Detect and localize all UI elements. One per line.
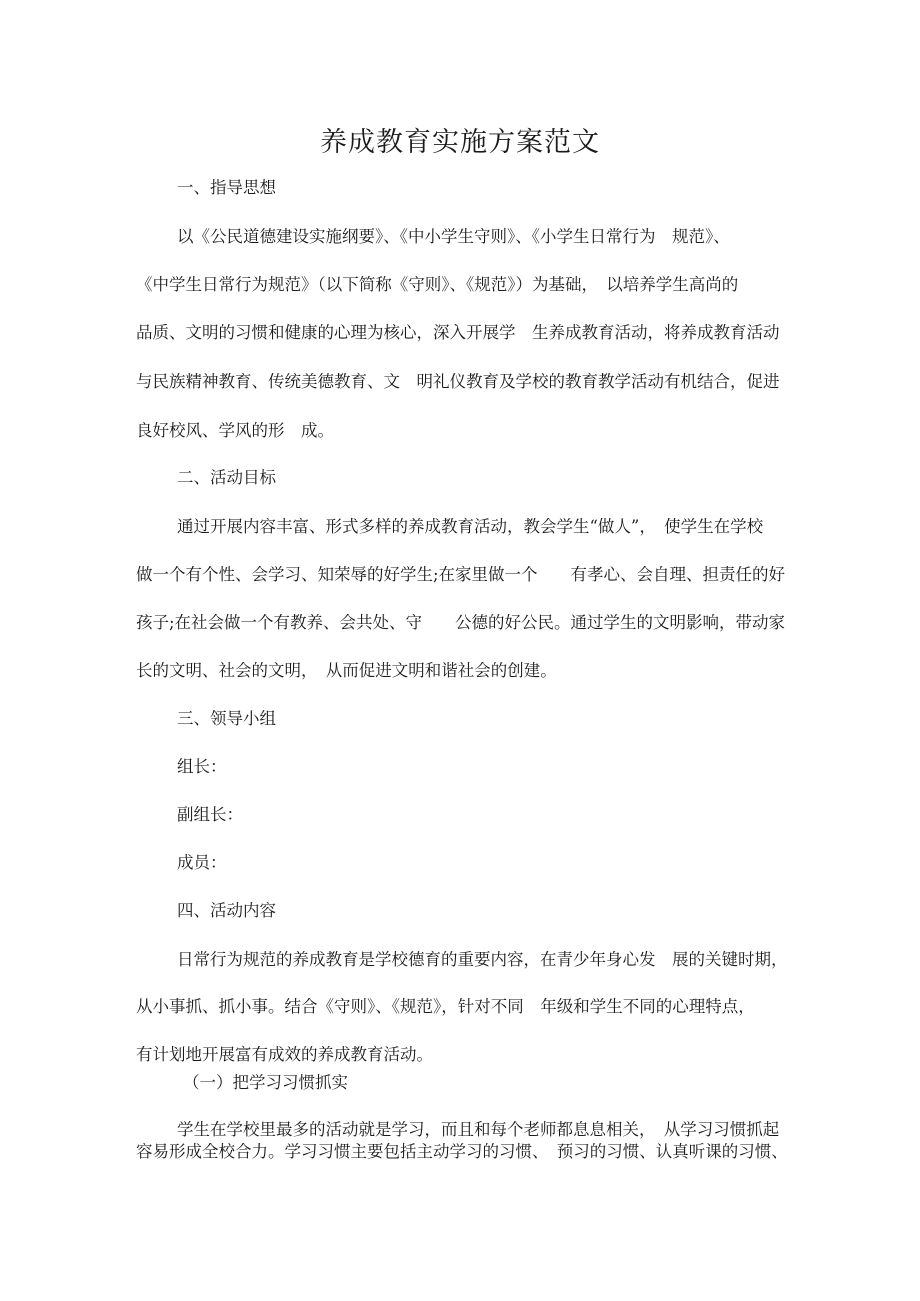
paragraph-line: 日常行为规范的养成教育是学校德育的重要内容，在青少年身心发 展的关键时期， [177, 950, 788, 969]
paragraph-line: 长的文明、社会的文明， 从而促进文明和谐社会的创建。 [136, 661, 557, 680]
paragraph-line: 以《公民道德建设实施纲要》、《中小学生守则》、《小学生日常行为 规范》、 [177, 227, 730, 246]
deputy-leader-label: 副组长： [177, 805, 243, 824]
heading-leadership-group: 三、领导小组 [177, 709, 276, 728]
paragraph-line: 学生在学校里最多的活动就是学习，而且和每个老师都息息相关， 从学习习惯抓起 [177, 1120, 780, 1139]
document-title: 养成教育实施方案范文 [320, 127, 600, 158]
paragraph-line: 与民族精神教育、传统美德教育、文 明礼仪教育及学校的教育教学活动有机结合，促进 [136, 372, 780, 391]
heading-activity-content: 四、活动内容 [177, 901, 276, 920]
paragraph-line: 品质、文明的习惯和健康的心理为核心，深入开展学 生养成教育活动，将养成教育活动 [136, 323, 780, 342]
paragraph-line: 通过开展内容丰富、形式多样的养成教育活动，教会学生“做人”， 使学生在学校 [177, 517, 764, 536]
heading-guiding-ideology: 一、指导思想 [177, 178, 276, 197]
paragraph-line: 《中学生日常行为规范》（以下简称《守则》、《规范》）为基础， 以培养学生高尚的 [136, 275, 739, 294]
subheading-study-habits: （一）把学习习惯抓实 [183, 1073, 348, 1092]
group-leader-label: 组长： [177, 757, 227, 776]
paragraph-line: 从小事抓、抓小事。结合《守则》、《规范》，针对不同 年级和学生不同的心理特点， [136, 997, 755, 1016]
paragraph-line: 孩子;在社会做一个有教养、会共处、守 公德的好公民。通过学生的文明影响，带动家 [136, 613, 786, 632]
paragraph-line: 有计划地开展富有成效的养成教育活动。 [136, 1045, 433, 1064]
heading-activity-goals: 二、活动目标 [177, 468, 276, 487]
paragraph-line: 容易形成全校合力。学习习惯主要包括主动学习的习惯、 预习的习惯、认真听课的习惯、 [136, 1142, 788, 1161]
members-label: 成员： [177, 853, 227, 872]
paragraph-line: 做一个有个性、会学习、知荣辱的好学生;在家里做一个 有孝心、会自理、担责任的好 [136, 565, 786, 584]
paragraph-line: 良好校风、学风的形 成。 [136, 421, 334, 440]
